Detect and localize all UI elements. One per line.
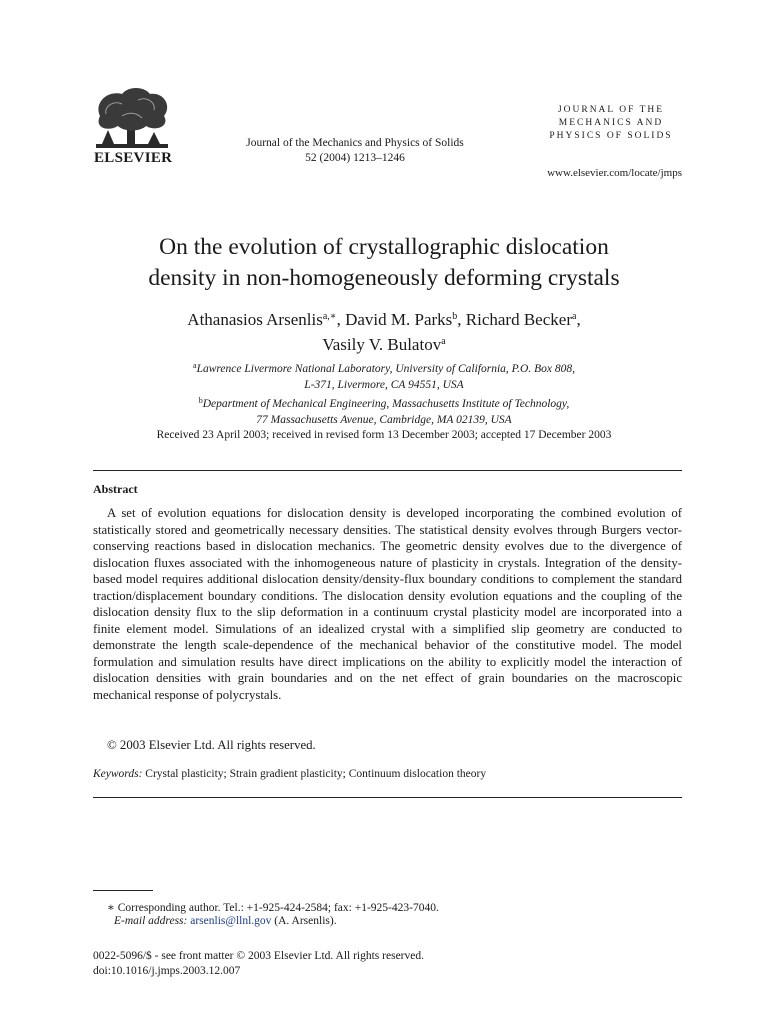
footnote-rule [93, 890, 153, 891]
affiliation-text: Department of Mechanical Engineering, Massachusetts Institute of Technology, [202, 398, 570, 410]
email-link[interactable]: arsenlis@llnl.gov [190, 915, 272, 927]
title-line: On the evolution of crystallographic dislocation [159, 234, 609, 260]
brand-line: PHYSICS OF SOLIDS [549, 131, 673, 141]
affiliation-sup: a [193, 361, 197, 370]
journal-name: Journal of the Mechanics and Physics of Solids [246, 137, 464, 149]
keywords-text: Crystal plasticity; Strain gradient plasticity; Continuum dislocation theory [145, 768, 487, 780]
affiliation-line [60, 393, 708, 413]
affiliation-text: Lawrence Livermore National Laboratory, University of California, P.O. Box 808, [196, 363, 575, 375]
affiliations [60, 358, 708, 428]
author-sup: a,∗ [322, 311, 337, 322]
divider-top [93, 470, 682, 471]
issn-line: 0022-5096/$ - see front matter © 2003 Elsevier Ltd. All rights reserved. [93, 950, 424, 962]
author-sep: , [457, 310, 466, 329]
title-line: density in non-homogeneously deforming crystals [148, 265, 620, 291]
email-suffix: (A. Arsenlis). [271, 915, 337, 927]
keywords-label: Keywords: [93, 768, 143, 780]
affiliation-line [60, 358, 708, 378]
author-name: Athanasios Arsenlis [187, 310, 323, 329]
author-sup: a [441, 336, 446, 347]
email-note [114, 915, 337, 927]
brand-line: JOURNAL OF THE [557, 105, 665, 115]
doi-line: doi:10.1016/j.jmps.2003.12.007 [93, 965, 241, 977]
abstract-body: A set of evolution equations for dislocation density is developed incorporating the combined evolution of statistically stored and geometrically necessary densities. The statistical density evolves through Burgers vector-conserving reactions based in dislocation mechanics. The geometric density evolves due to the divergence of dislocation fluxes associated with the inhomogeneous nature of plasticity in crystals. Integration of the density-based model requires additional dislocation density/density-flux boundary conditions to complement the standard traction/displacement boundary conditions. The dislocation density evolution equations and the coupling of the dislocation density flux to the slip deformation in a continuum crystal plasticity model are incorporated into a finite element model. Simulations of an idealized crystal with a simplified slip geometry are conducted to demonstrate the length scale-dependence of the mechanical behavior of the constitutive model. The model formulation and simulation results have direct implications on the ability to explicitly model the interaction of dislocation densities with grain boundaries and on the net effect of grain boundaries on the macroscopic mechanical response of polycrystals. [93, 506, 682, 702]
journal-volume: 52 (2004) 1213–1246 [305, 152, 405, 164]
journal-brand [536, 104, 686, 143]
affiliation-sup: b [198, 396, 203, 405]
publisher-name: ELSEVIER [94, 150, 173, 166]
author-name: David M. Parks [345, 310, 453, 329]
abstract-heading: Abstract [93, 482, 138, 496]
journal-citation [190, 136, 520, 166]
tree-icon [92, 86, 172, 152]
author-sup: b [452, 311, 458, 322]
author-sep: , [336, 310, 346, 329]
corresponding-author-note: ∗ Corresponding author. Tel.: +1-925-424-2584; fax: +1-925-423-7040. [107, 902, 439, 914]
divider-bottom [93, 797, 682, 798]
author-line [60, 331, 708, 356]
journal-url[interactable]: www.elsevier.com/locate/jmps [547, 167, 682, 179]
article-title [60, 232, 708, 294]
email-label: E-mail address: [114, 915, 188, 927]
author-name: Vasily V. Bulatov [322, 335, 442, 354]
author-sup: a [571, 311, 577, 322]
received-dates: Received 23 April 2003; received in revised form 13 December 2003; accepted 17 December 2003 [156, 429, 612, 441]
brand-line: MECHANICS AND [558, 118, 664, 128]
author-sep: , [576, 310, 581, 329]
author-line [60, 306, 708, 331]
keywords [93, 768, 682, 780]
affiliation-line: L-371, Livermore, CA 94551, USA [304, 378, 464, 391]
affiliation-line: 77 Massachusetts Avenue, Cambridge, MA 02139, USA [256, 413, 512, 426]
abstract-copyright: © 2003 Elsevier Ltd. All rights reserved. [107, 738, 316, 752]
author-name: Richard Becker [465, 310, 572, 329]
front-matter-info [93, 949, 424, 979]
author-list [60, 306, 708, 356]
